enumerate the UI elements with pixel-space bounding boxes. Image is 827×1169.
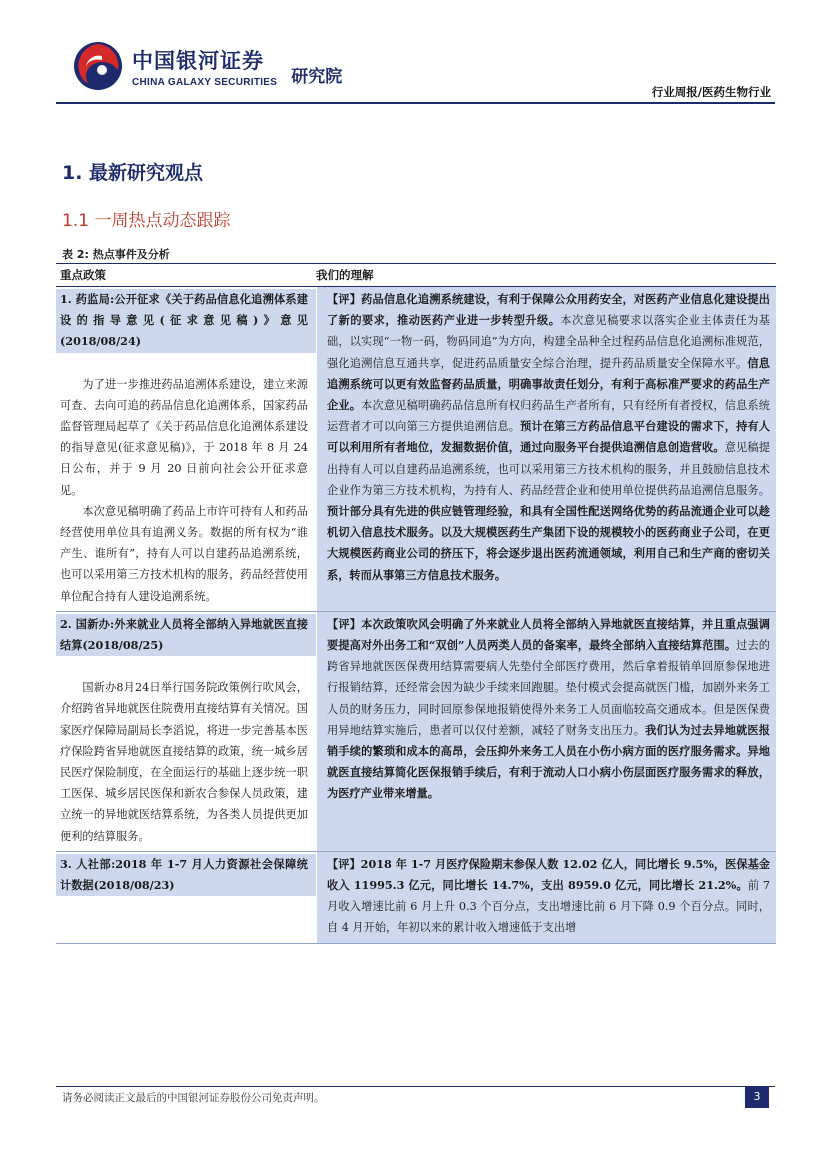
footer-divider [56, 1086, 775, 1087]
analysis-text: 本次意见稿明确药品信息所有权归药品生产者所有，只有经所有者授权，信息系统运营者才可以向第三方提供追溯信息。 [327, 399, 770, 434]
policy-paragraph: 为了进一步推进药品追溯体系建设，建立来源可查、去向可追的药品信息化追溯体系，国家药品监督管理局起草了《关于药品信息化追溯体系建设的指导意见(征求意见稿)》，于 2018 年 8 月 24 日公布，并于 9 月 20 日前向社会公开征求意见。 [60, 377, 308, 497]
report-type: 行业周报/医药生物行业 [651, 85, 771, 99]
analysis-bold-text: 【评】药品信息化追溯系统建设，有利于保障公众用药安全，对医药产业信息化建设提出了新的要求，推动医药产业进一步转型升级。 [327, 292, 770, 328]
analysis-text: 过去的跨省异地就医医保费用结算需要病人先垫付全部医疗费用，然后拿着报销单回原参保地进行报销结算，还经常会因为缺少手续来回跑腿。垫付模式会提高就医门槛，加剧外来务工人员的财务压力，同时回原参保地报销使得外来务工人员面临较高交通成本。但是医保费用异地结算实施后，患者可以仅付差额，减轻了财务支出压力。 [327, 639, 770, 737]
institute-name: 研究院 [291, 66, 343, 87]
analysis-text: 意见稿提出持有人可以自建药品追溯系统，也可以采用第三方技术机构的服务，并且鼓励信息技术企业作为第三方技术机构，为持有人、药品经营企业和使用单位提供药品追溯信息服务。 [327, 441, 770, 497]
policy-title: 1. 药监局:公开征求《关于药品信息化追溯体系建设的指导意见(征求意见稿)》意见(2018/08/24) [56, 289, 316, 353]
analysis-text: 本次意见稿要求以落实企业主体责任为基础，以实现“一物一码，物码同追”为方向，构建全品种全过程药品信息化追溯标准规范，强化追溯信息互通共享，促进药品质量安全综合治理，提升药品质量安全保障水平。 [327, 314, 770, 370]
policy-paragraph: 国新办8月24日举行国务院政策例行吹风会，介绍跨省异地就医住院费用直接结算有关情况。国家医疗保障局副局长李滔说，将进一步完善基本医疗保险跨省异地就医直接结算的政策，统一城乡居民医疗保险制度，在全面运行的基础上逐步统一职工医保、城乡居民医保和新农合参保人员政策，建立统一的异地就医结算系统，为各类人员提供更加便利的结算服务。 [60, 681, 308, 843]
galaxy-swirl-icon [72, 40, 124, 92]
policy-cell [56, 287, 316, 611]
analysis-cell [316, 612, 776, 851]
analysis-cell [316, 852, 776, 943]
footer-disclaimer: 请务必阅读正文最后的中国银河证券股份公司免责声明。 [62, 1092, 325, 1104]
analysis-bold-text: 我们认为过去异地就医报销手续的繁琐和成本的高昂，会压抑外来务工人员在小伤小病方面的医疗服务需求。异地就医直接结算简化医保报销手续后，有利于流动人口小病小伤层面医疗服务需求的释放，为医疗产业带来增量。 [327, 722, 770, 801]
subsection-heading: 1.1 一周热点动态跟踪 [62, 211, 231, 231]
section-heading: 1. 最新研究观点 [62, 162, 204, 184]
col-header-policy: 重点政策 [60, 268, 106, 282]
table-row [56, 852, 776, 944]
table-row [56, 612, 776, 852]
header-divider [56, 102, 775, 104]
analysis-bold-text: 信息追溯系统可以更有效监督药品质量，明确事故责任划分，有利于高标准严要求的药品生产企业。 [327, 355, 770, 413]
col-header-analysis: 我们的理解 [316, 268, 374, 282]
policy-title: 3. 人社部:2018 年 1-7 月人力资源社会保障统计数据(2018/08/23) [56, 854, 316, 896]
analysis-bold-text: 预计部分具有先进的供应链管理经验，和具有全国性配送网络优势的药品流通企业可以趁机切入信息技术服务。以及大规模医药生产集团下设的规模较小的医药商业子公司，在更大规模医药商业公司的挤压下，将会逐步退出医药流通领域，利用自己和生产商的密切关系，转而从事第三方信息技术服务。 [327, 504, 770, 582]
table-header [56, 264, 776, 287]
table-row [56, 287, 776, 612]
page-number: 3 [745, 1086, 769, 1108]
analysis-cell [316, 287, 776, 611]
analysis-bold-text: 预计在第三方药品信息平台建设的需求下，持有人可以利用所有者地位，发掘数据价值，通过向服务平台提供追溯信息创造营收。 [327, 419, 770, 455]
policy-title: 2. 国新办:外来就业人员将全部纳入异地就医直接结算(2018/08/25) [56, 614, 316, 656]
analysis-bold-text: 【评】2018 年 1-7 月医疗保险期末参保人数 12.02 亿人，同比增长 9.5%，医保基金收入 11995.3 亿元，同比增长 14.7%，支出 8959.0 亿元，同比增长 21.2%。 [327, 856, 770, 893]
policy-cell [56, 612, 316, 851]
policy-paragraph: 本次意见稿明确了药品上市许可持有人和药品经营使用单位具有追溯义务。数据的所有权为“谁产生、谁所有”，持有人可以自建药品追溯系统，也可以采用第三方技术机构的服务，药品经营使用单位配合持有人建设追溯系统。 [60, 504, 308, 603]
analysis-bold-text: 【评】本次政策吹风会明确了外来就业人员将全部纳入异地就医直接结算，并且重点强调要提高对外出务工和“双创”人员两类人员的备案率，最终全部纳入直接结算范围。 [327, 616, 770, 653]
table-caption: 表 2: 热点事件及分析 [62, 248, 170, 261]
logo-cn: 中国银河证券 [132, 48, 264, 73]
logo-en: CHINA GALAXY SECURITIES [132, 76, 278, 88]
analysis-text: 前 7 月收入增速比前 6 月上升 0.3 个百分点，支出增速比前 6 月下降 0.9 个百分点。同时，自 4 月开始，年初以来的累计收入增速低于支出增 [327, 879, 770, 935]
policy-cell [56, 852, 316, 943]
hot-events-table [56, 263, 776, 944]
header-logo [72, 40, 342, 92]
